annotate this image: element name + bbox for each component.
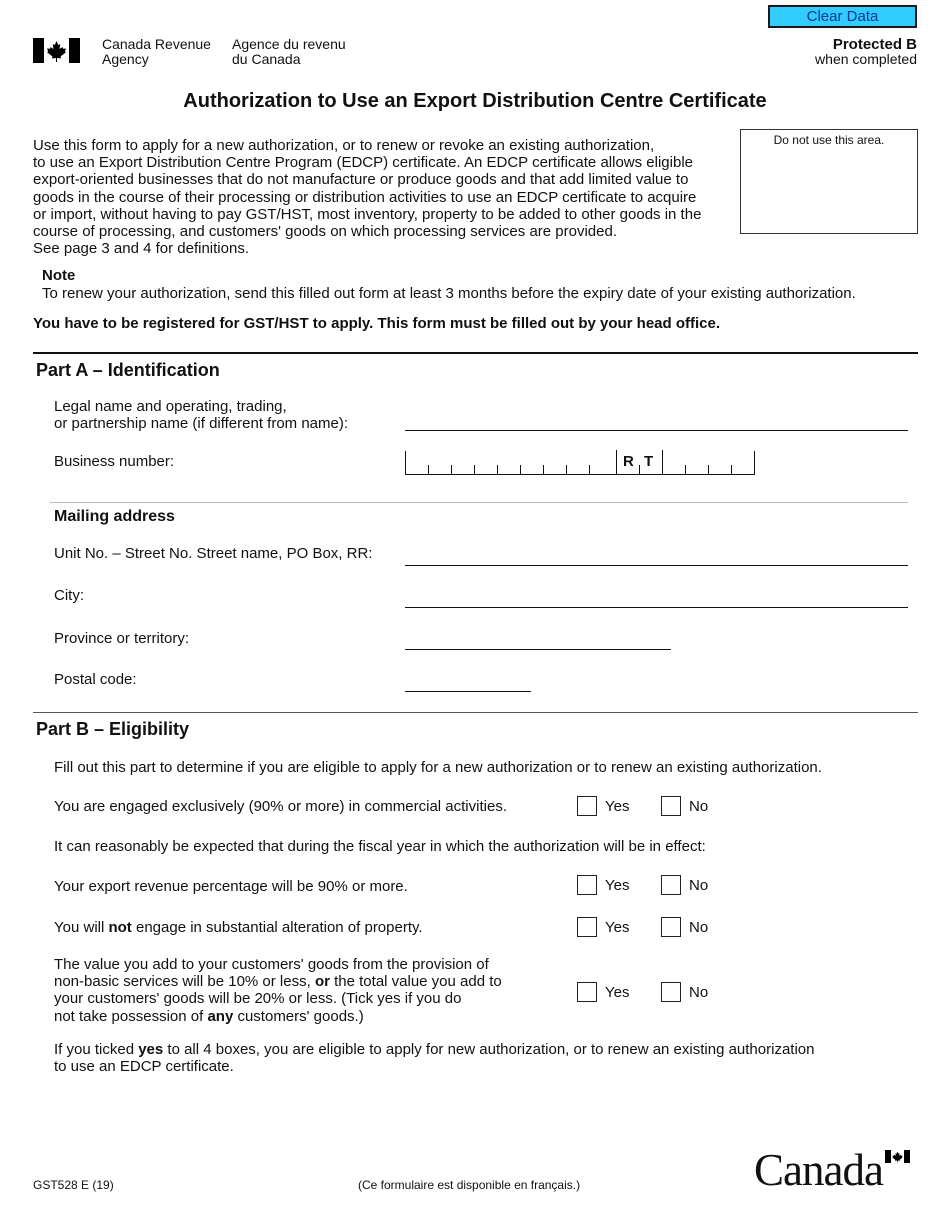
bn-tick [451, 465, 452, 474]
dept-name-en [102, 37, 211, 67]
legal-name-label [54, 398, 348, 432]
section-divider [33, 712, 918, 713]
business-number-label: Business number: [54, 453, 175, 470]
dept-en-line1: Canada Revenue [102, 36, 211, 52]
city-label: City: [54, 587, 84, 604]
dept-fr-line1: Agence du revenu [232, 36, 346, 52]
bn-tick [543, 465, 544, 474]
do-not-use-area [740, 129, 918, 234]
canada-flag-icon [33, 38, 80, 63]
q3-emphasis: not [108, 919, 132, 936]
q3-text: You will [54, 919, 109, 936]
bn-tick [589, 465, 590, 474]
page-title: Authorization to Use an Export Distribution Centre Certificate [183, 90, 767, 112]
intro-line: to use an Export Distribution Centre Program (EDCP) certificate. An EDCP certificate allows eligible [33, 154, 693, 172]
bn-separator [662, 450, 663, 474]
q3-yes-checkbox[interactable] [577, 917, 597, 937]
dept-name-fr [232, 37, 346, 67]
bn-tick [520, 465, 521, 474]
q2-no-label: No [689, 877, 709, 894]
intro-line: See page 3 and 4 for definitions. [33, 240, 249, 258]
business-number-field[interactable] [405, 451, 755, 475]
outro-text: to all 4 boxes, you are eligible to apply for new authorization, or to renew an existing authorization [163, 1041, 815, 1058]
q4-text: customers' goods.) [233, 1007, 364, 1025]
intro-line: export-oriented businesses that do not manufacture or produce goods and that add limited value to [33, 171, 689, 189]
q4-line: The value you add to your customers' goods from the provision of [54, 956, 489, 973]
protected-subtitle: when completed [815, 51, 917, 67]
question-2: Your export revenue percentage will be 90% or more. [54, 878, 408, 895]
q4-yes-label: Yes [605, 984, 630, 1001]
q4-line [54, 973, 502, 990]
legal-name-field[interactable] [405, 430, 908, 431]
wordmark-flag-icon [885, 1150, 910, 1163]
bn-program-letter-t: T [644, 453, 654, 470]
q4-line [54, 1008, 502, 1025]
q4-no-label: No [689, 984, 709, 1001]
q4-no-checkbox[interactable] [661, 982, 681, 1002]
section-divider [33, 352, 918, 354]
q4-text: not take possession of [54, 1007, 208, 1025]
bn-separator [616, 450, 617, 474]
bn-program-letter-r: R [623, 453, 634, 470]
intro-line: course of processing, and customers' goods on which processing services are provided. [33, 223, 617, 241]
legal-name-label-line2: or partnership name (if different from name): [54, 415, 349, 433]
note-heading: Note [42, 267, 76, 284]
q4-text: the total value you add to [329, 973, 502, 991]
q4-emphasis: any [207, 1007, 234, 1025]
part-b-intro: Fill out this part to determine if you are eligible to apply for a new authorization or to renew an existing authorization. [54, 759, 822, 776]
registration-notice: You have to be registered for GST/HST to apply. This form must be filled out by your head office. [33, 315, 721, 332]
protected-title: Protected B [832, 36, 917, 53]
eligibility-outro [54, 1041, 814, 1075]
postal-code-label: Postal code: [54, 671, 137, 688]
form-id: GST528 E (19) [33, 1178, 114, 1192]
protected-b-label [815, 37, 917, 67]
intro-text [33, 137, 733, 257]
bn-tick [474, 465, 475, 474]
q2-yes-label: Yes [605, 877, 630, 894]
province-label: Province or territory: [54, 630, 190, 647]
french-availability-note: (Ce formulaire est disponible en français.) [358, 1178, 581, 1192]
question-1: You are engaged exclusively (90% or more) in commercial activities. [54, 798, 507, 815]
outro-emphasis: yes [138, 1041, 164, 1058]
legal-name-label-line1: Legal name and operating, trading, [54, 398, 287, 415]
part-b-heading: Part B – Eligibility [36, 719, 190, 739]
bn-tick [566, 465, 567, 474]
question-4 [54, 956, 502, 1025]
question-3 [54, 919, 423, 936]
expectation-text: It can reasonably be expected that during the fiscal year in which the authorization will be in effect: [54, 838, 706, 855]
outro-line: to use an EDCP certificate. [54, 1058, 234, 1076]
q1-no-label: No [689, 798, 709, 815]
q4-line: your customers' goods will be 20% or less. (Tick yes if you do [54, 990, 462, 1008]
q1-no-checkbox[interactable] [661, 796, 681, 816]
bn-tick [639, 465, 640, 474]
note-text: To renew your authorization, send this filled out form at least 3 months before the expiry date of your existing authorization. [42, 285, 856, 302]
do-not-use-label: Do not use this area. [773, 133, 885, 147]
postal-code-field[interactable] [405, 691, 531, 692]
q4-text: non-basic services will be 10% or less, [54, 973, 315, 991]
outro-line [54, 1041, 814, 1058]
bn-tick [497, 465, 498, 474]
q3-no-checkbox[interactable] [661, 917, 681, 937]
q3-text: engage in substantial alteration of property. [131, 919, 423, 936]
bn-tick [685, 465, 686, 474]
q1-yes-label: Yes [605, 798, 630, 815]
q3-no-label: No [689, 919, 709, 936]
bn-tick [708, 465, 709, 474]
q1-yes-checkbox[interactable] [577, 796, 597, 816]
part-a-heading: Part A – Identification [36, 360, 220, 380]
dept-en-line2: Agency [102, 51, 149, 67]
q2-no-checkbox[interactable] [661, 875, 681, 895]
intro-line: goods in the course of their processing or distribution activities to use an EDCP certificate to acquire [33, 188, 697, 206]
canada-wordmark: Canada [754, 1145, 883, 1195]
q4-yes-checkbox[interactable] [577, 982, 597, 1002]
bn-tick [428, 465, 429, 474]
q4-emphasis: or [314, 973, 330, 991]
subsection-divider [50, 502, 908, 503]
intro-line: or import, without having to pay GST/HST, most inventory, property to be added to other goods in the [33, 205, 702, 223]
q2-yes-checkbox[interactable] [577, 875, 597, 895]
q3-yes-label: Yes [605, 919, 630, 936]
city-field[interactable] [405, 607, 908, 608]
intro-line: Use this form to apply for a new authorization, or to renew or revoke an existing authorization, [33, 137, 655, 154]
outro-text: If you ticked [54, 1041, 139, 1058]
dept-fr-line2: du Canada [232, 51, 301, 67]
province-field[interactable] [405, 649, 671, 650]
bn-tick [731, 465, 732, 474]
mailing-address-heading: Mailing address [54, 508, 175, 525]
street-field[interactable] [405, 565, 908, 566]
street-label: Unit No. – Street No. Street name, PO Box, RR: [54, 545, 373, 562]
clear-data-button[interactable]: Clear Data [768, 5, 917, 28]
